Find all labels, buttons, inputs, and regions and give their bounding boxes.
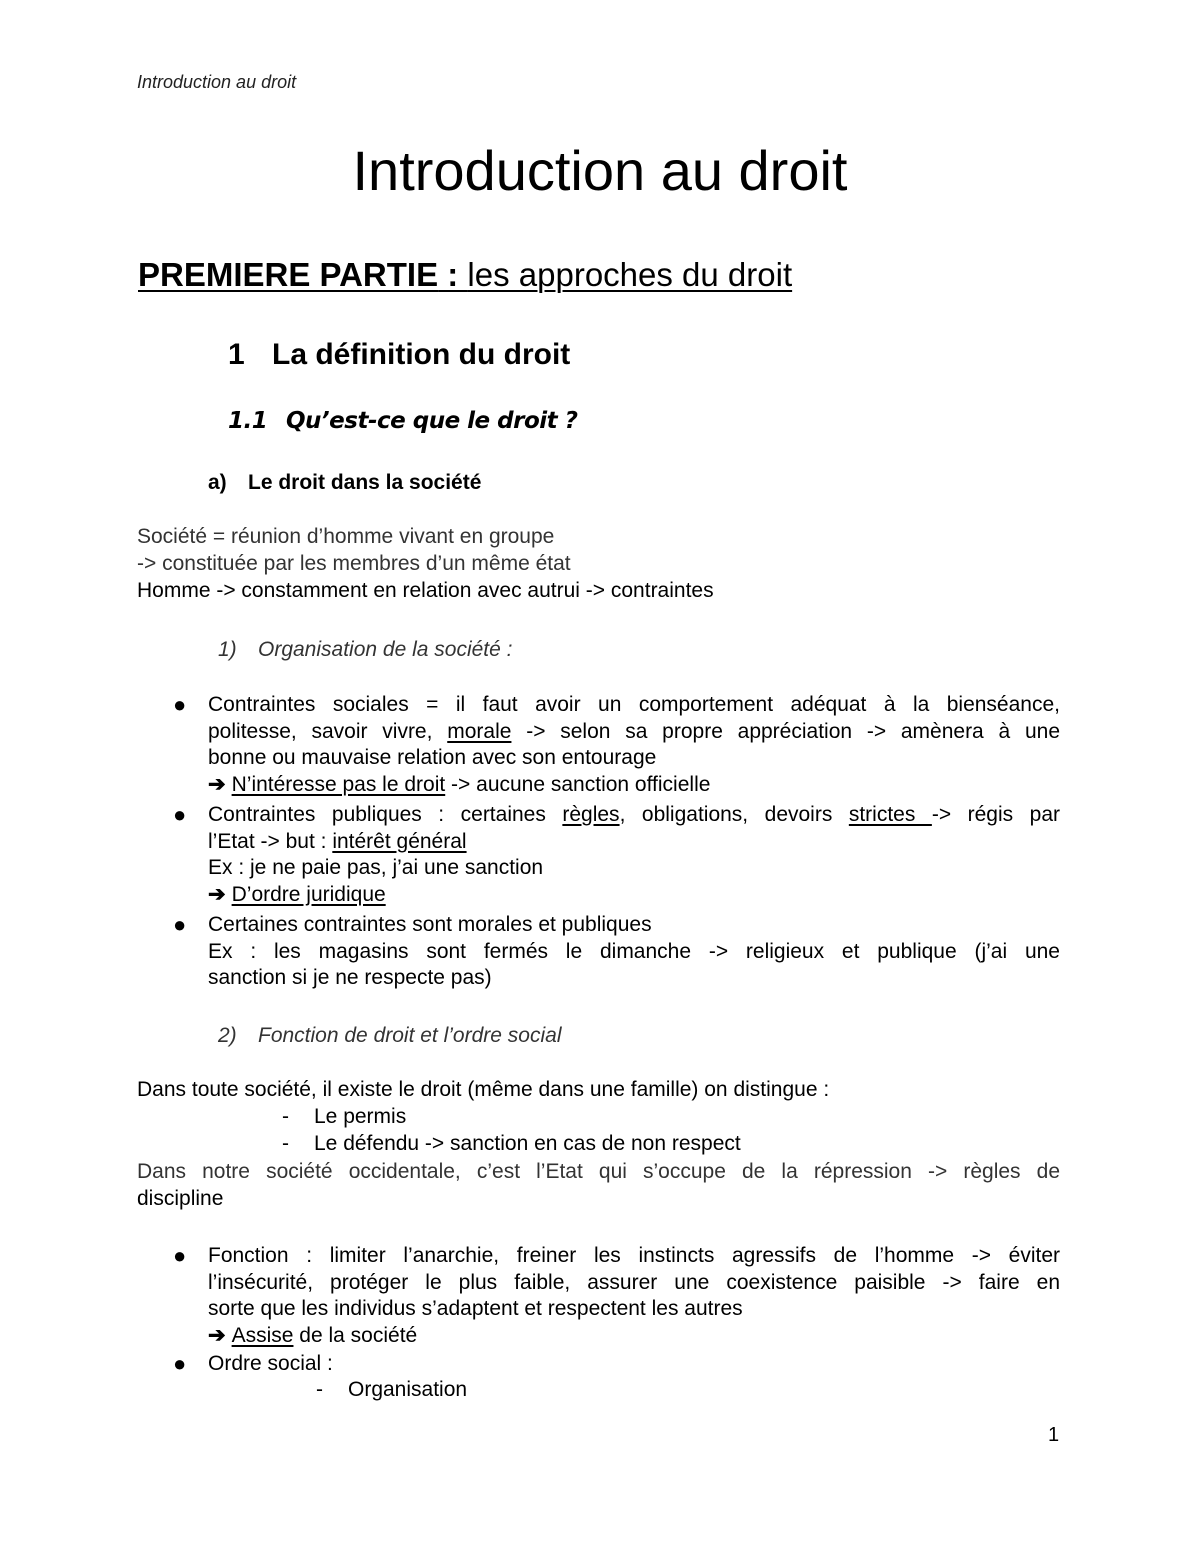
arrow-right-icon: ➔ [208,772,226,796]
section-number: 1 [228,338,245,371]
arrow-right-icon: ➔ [208,1323,226,1347]
dash-icon: - [282,1132,289,1155]
bullet-line: Ex : les magasins sont fermés le dimanche -> religieux et publique (j’ai une [208,939,1060,963]
text-line: -> constituée par les membres d’un même état [137,552,571,575]
underlined-term: D’ordre juridique [231,882,386,906]
point-number: 1) [218,638,237,661]
underlined-term: strictes [848,803,932,826]
bullet-line: Contraintes sociales = il faut avoir un comportement adéquat à la bienséance, [208,693,1060,716]
bullet-icon: ● [173,1243,187,1268]
subheading-title: Le droit dans la société [248,471,482,494]
text-line: Dans toute société, il existe le droit (même dans une famille) on distingue : [137,1078,830,1101]
part-title: les approches du droit [467,256,793,293]
paragraph-line: discipline [137,1186,224,1210]
section-1-heading [228,338,570,372]
point-2-heading [218,1024,562,1048]
subheading-a [208,471,481,495]
arrow-line [208,882,1060,909]
part-separator: : [438,256,468,293]
bullet-icon: ● [173,1351,187,1376]
bullet-line: Certaines contraintes sont morales et publiques [208,913,652,936]
paragraph-line: Dans notre société occidentale, c’est l’Etat qui s’occupe de la répression -> règles de [137,1160,1060,1183]
section-title: La définition du droit [272,338,571,371]
arrow-line: ➔ N’intéresse pas le droit -> aucune sanction officielle [208,772,711,796]
underlined-term: N’intéresse pas le droit [231,772,446,796]
arrow-right-icon: ➔ [208,882,226,906]
paragraph-repression [137,1159,1060,1212]
subsection-title: Qu’est-ce que le droit ? [286,408,578,434]
point-1-heading [218,638,512,662]
bullet-icon: ● [173,912,187,937]
bullet-line: Ordre social : [208,1352,333,1375]
underlined-term: morale [447,719,512,743]
bullet-line: l’Etat -> but : intérêt général [208,829,467,853]
dash-icon: - [316,1378,323,1401]
text-line: Homme -> constamment en relation avec autrui -> contraintes [137,579,714,602]
part-heading [138,256,792,294]
bullet-icon: ● [173,692,187,717]
underlined-term: règles [562,803,620,826]
bullet-icon: ● [173,802,187,827]
arrow-line: ➔ Assise de la société [208,1323,418,1347]
bullet-item-public-constraints [208,802,1060,908]
bullet-item-function [208,1243,1060,1349]
bullet-item-moral-public [208,912,1060,992]
dash-item: - Le permis [282,1105,407,1128]
document-title: Introduction au droit [352,139,848,202]
part-label: PREMIERE PARTIE [138,256,439,293]
running-header: Introduction au droit [137,72,297,92]
dash-icon: - [282,1105,289,1128]
bullet-line: bonne ou mauvaise relation avec son entourage [208,746,657,770]
text-line: Société = réunion d’homme vivant en groupe [137,525,555,548]
page-number: 1 [1048,1424,1060,1446]
bullet-line: sanction si je ne respecte pas) [208,966,492,990]
point-title: Organisation de la société : [258,638,513,661]
bullet-line: l’insécurité, protéger le plus faible, assurer une coexistence paisible -> faire en [208,1270,1060,1294]
subheading-number: a) [208,471,227,494]
underlined-term: Assise [231,1323,294,1347]
bullet-line: Fonction : limiter l’anarchie, freiner les instincts agressifs de l’homme -> éviter [208,1244,1060,1267]
bullet-item-social-order [208,1351,1060,1378]
dash-item: - Organisation [316,1378,468,1401]
bullet-line: sorte que les individus s’adaptent et respectent les autres [208,1297,743,1321]
bullet-item-social-constraints [208,692,1060,798]
point-title: Fonction de droit et l’ordre social [258,1024,562,1047]
bullet-line: Contraintes publiques : certaines règles, obligations, devoirs strictes -> régis par [208,803,1060,826]
section-1-1-heading [228,408,578,434]
bullet-line: politesse, savoir vivre, morale -> selon sa propre appréciation -> amènera à une [208,719,1060,743]
bullet-line: Ex : je ne paie pas, j’ai une sanction [208,856,544,880]
point-number: 2) [218,1024,237,1047]
subsection-number: 1.1 [228,408,268,434]
underlined-term: intérêt général [332,829,467,853]
dash-item: - Le défendu -> sanction en cas de non respect [282,1132,741,1155]
